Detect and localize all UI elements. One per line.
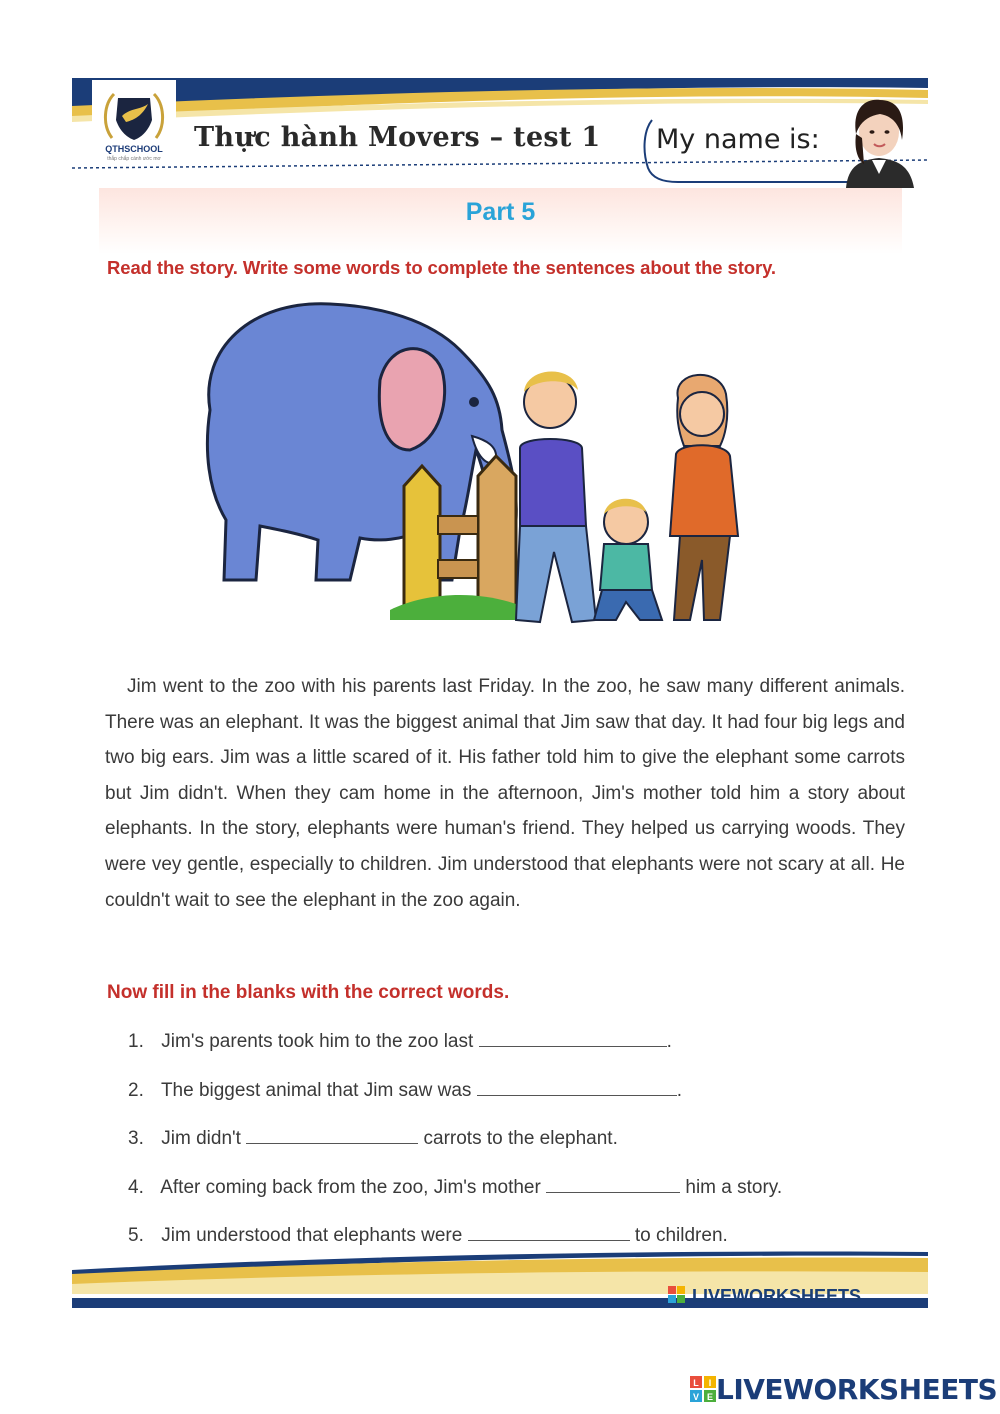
question-item <box>128 1174 782 1223</box>
story-text <box>105 669 905 918</box>
logo-text: QTHSCHOOL <box>105 144 163 154</box>
worksheet-title: Thực hành Movers – test 1 <box>194 122 601 153</box>
child-figure <box>594 499 662 620</box>
question-text: Jim didn't <box>161 1128 241 1149</box>
question-item <box>128 1125 782 1174</box>
question-number: 4. <box>128 1176 144 1198</box>
question-text-after: . <box>666 1031 672 1052</box>
answer-blank-4[interactable] <box>546 1174 680 1193</box>
question-number: 2. <box>128 1079 144 1101</box>
question-text: Jim understood that elephants were <box>161 1225 463 1246</box>
question-text-after: carrots to the elephant. <box>423 1128 618 1149</box>
question-item <box>128 1028 782 1077</box>
name-label: My name is: <box>656 124 820 155</box>
footer-watermark-text: LIVEWORKSHEETS <box>692 1286 862 1306</box>
teacher-photo <box>836 94 922 188</box>
answer-blank-3[interactable] <box>246 1125 418 1144</box>
part-banner <box>99 188 902 254</box>
question-text: After coming back from the zoo, Jim's mother <box>160 1176 541 1198</box>
question-text-after: to children. <box>634 1225 728 1246</box>
question-number: 3. <box>128 1128 144 1149</box>
svg-text:V: V <box>692 1392 700 1402</box>
question-list <box>128 1028 782 1271</box>
part-title: Part 5 <box>465 198 536 226</box>
question-text-after: him a story. <box>685 1176 783 1198</box>
question-text-after: . <box>676 1079 682 1101</box>
question-number: 1. <box>128 1031 144 1052</box>
question-text: Jim's parents took him to the zoo last <box>161 1031 474 1052</box>
liveworksheets-logo-icon <box>690 1376 716 1402</box>
answer-blank-2[interactable] <box>477 1077 677 1096</box>
question-text: The biggest animal that Jim saw was <box>160 1079 472 1101</box>
elephant-illustration <box>207 304 516 590</box>
question-item <box>128 1077 782 1126</box>
question-number: 5. <box>128 1225 144 1246</box>
mother-figure <box>670 375 738 620</box>
svg-text:I: I <box>708 1378 712 1388</box>
worksheet-page <box>72 72 928 1308</box>
exercise-heading: Now fill in the blanks with the correct words. <box>107 982 510 1003</box>
footer-watermark <box>668 1284 928 1306</box>
answer-blank-5[interactable] <box>468 1222 630 1241</box>
logo-subtext: thắp chắp cánh ước mơ <box>107 156 161 162</box>
zoo-family-illustration <box>190 290 790 650</box>
svg-text:E: E <box>706 1392 714 1402</box>
liveworksheets-wordmark[interactable]: LIVEWORKSHEETS <box>716 1372 998 1406</box>
liveworksheets-brand <box>690 1374 997 1404</box>
father-figure <box>516 371 596 622</box>
answer-blank-1[interactable] <box>479 1028 667 1047</box>
story-paragraph: Jim went to the zoo with his parents last Friday. In the zoo, he saw many different animals. There was an elephant. It was the biggest animal that Jim saw that day. It had four big legs and two big ears. Jim was a little scared of it. His father told him to give the elephant some carrots but Jim didn't. When they cam home in the afternoon, Jim's mother told him a story about elephants. In the story, elephants were human's friend. They helped us carrying woods. They were vey gentle, especially to children. Jim understood that elephants were not scary at all. He couldn't wait to see the elephant in the zoo again. <box>105 676 905 911</box>
svg-text:L: L <box>693 1378 699 1388</box>
instruction-text: Read the story. Write some words to complete the sentences about the story. <box>107 257 776 278</box>
